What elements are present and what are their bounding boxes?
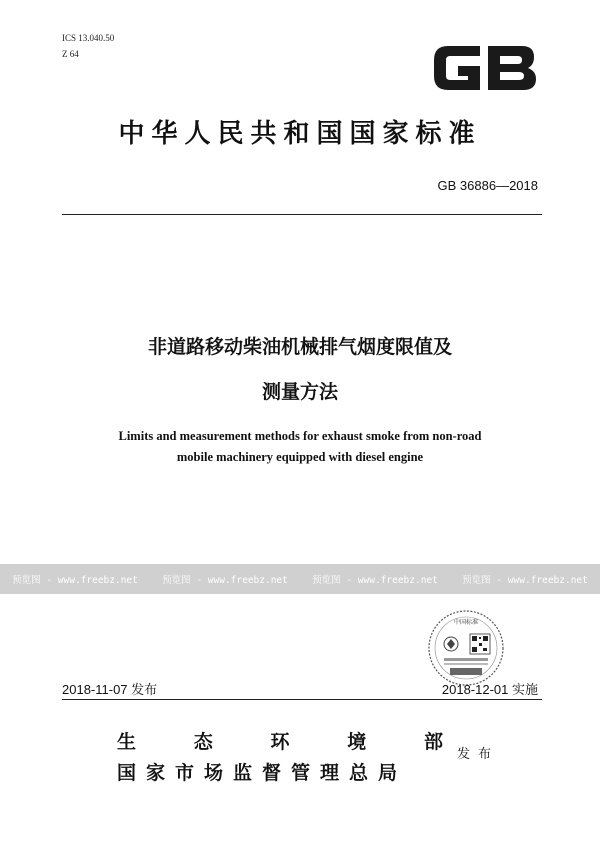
gb-logo	[430, 40, 540, 96]
watermark-text: 预览图 - www.freebz.net	[162, 575, 288, 586]
standard-number: GB 36886—2018	[437, 178, 538, 193]
issue-date: 2018-11-07 发布	[62, 682, 158, 697]
issuer-char: 境	[347, 731, 367, 753]
stamp-caption: 中国标准	[453, 619, 479, 626]
issuer-char: 部	[423, 731, 443, 753]
document-title-en-line1: Limits and measurement methods for exhaust smoke from non-road	[118, 429, 482, 443]
issuer-char: 生	[117, 731, 137, 753]
watermark-band	[0, 564, 600, 594]
watermark-text: 预览图 - www.freebz.net	[312, 575, 438, 586]
issuer-char: 环	[270, 731, 290, 753]
watermark-text: 预览图 - www.freebz.net	[462, 575, 588, 586]
footer-divider	[62, 699, 542, 700]
issuer-administration-text: 国家市场监督管理总局	[117, 762, 408, 784]
issuer-ministry	[117, 727, 443, 754]
implementation-date: 2018-12-01 实施	[441, 682, 538, 697]
ics-code: ICS 13.040.50	[62, 33, 115, 43]
issuer-administration	[117, 758, 443, 785]
document-title-en-line2: mobile machinery equipped with diesel engine	[176, 450, 424, 464]
publish-label: 发布	[457, 747, 500, 762]
watermark-text: 预览图 - www.freebz.net	[12, 575, 138, 586]
certification-stamp	[426, 608, 506, 688]
classification-code: Z 64	[62, 49, 79, 59]
standard-title: 中华人民共和国国家标准	[118, 119, 482, 149]
issuer-char: 态	[193, 731, 213, 753]
document-title-cn-line1: 非道路移动柴油机械排气烟度限值及	[147, 336, 452, 358]
header-divider	[62, 214, 542, 215]
document-title-cn-line2: 测量方法	[261, 381, 338, 403]
